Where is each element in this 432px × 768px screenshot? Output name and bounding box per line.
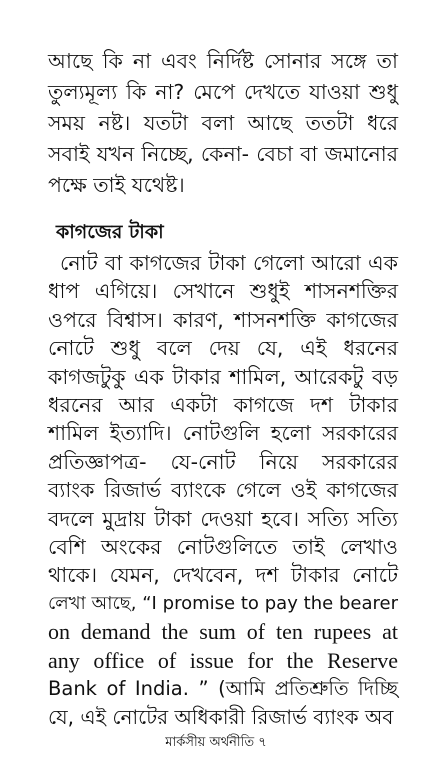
section-heading: কাগজের টাকা — [56, 221, 164, 243]
body-text-line: নোটে শুধু বলে দেয় যে, এই ধরনের — [48, 336, 398, 361]
body-text-line: থাকে। যেমন, দেখবেন, দশ টাকার নোটে — [48, 563, 398, 588]
body-text-line: শামিল ইত্যাদি। নোটগুলি হলো সরকারের — [48, 421, 398, 446]
page-footer: মার্কসীয় অর্থনীতি ৭ — [165, 734, 267, 750]
body-text-line: on demand the sum of ten rupees at — [48, 619, 398, 645]
body-text-line: বদলে মুদ্রায় টাকা দেওয়া হবে। সত্যি সত্যি — [48, 506, 398, 531]
body-text-line: নোট বা কাগজের টাকা গেলো আরো এক — [60, 251, 398, 275]
body-text-line: লেখা আছে, “I promise to pay the bearer — [48, 592, 398, 614]
body-text-line: ওপরে বিশ্বাস। কারণ, শাসনশক্তি কাগজের — [48, 307, 398, 332]
body-text-line: পক্ষে তাই যথেষ্ট। — [48, 173, 185, 197]
body-text-line: ধাপ এগিয়ে। সেখানে শুধুই শাসনশক্তির — [48, 279, 398, 304]
body-text-line: প্রতিজ্ঞাপত্র- যে-নোট নিয়ে সরকারের — [48, 449, 398, 474]
body-text-line: যে, এই নোটের অধিকারী রিজার্ভ ব্যাংক অব — [48, 705, 394, 730]
body-text-line: বেশি অংকের নোটগুলিতে তাই লেখাও — [48, 535, 398, 559]
body-text-line: সময় নষ্ট। যতটা বলা আছে ততটা ধরে — [48, 111, 398, 135]
body-text-line: any office of issue for the Reserve — [48, 647, 398, 673]
body-text-line: ব্যাংক রিজার্ভ ব্যাংকে গেলে ওই কাগজের — [48, 478, 398, 503]
body-text-line: কাগজটুকু এক টাকার শামিল, আরেকটু বড় — [48, 364, 398, 389]
body-text-line: আছে কি না এবং নির্দিষ্ট সোনার সঙ্গে তা — [48, 49, 398, 73]
body-text-line: তুল্যমূল্য কি না? মেপে দেখতে যাওয়া শুধু — [48, 80, 398, 104]
body-text-line: Bank of India. ” (আমি প্রতিশ্রুতি দিচ্ছি — [48, 677, 398, 700]
body-text-line: সবাই যখন নিচ্ছে, কেনা- বেচা বা জমানোর — [48, 142, 398, 166]
body-text-line: ধরনের আর একটা কাগজে দশ টাকার — [48, 393, 398, 417]
